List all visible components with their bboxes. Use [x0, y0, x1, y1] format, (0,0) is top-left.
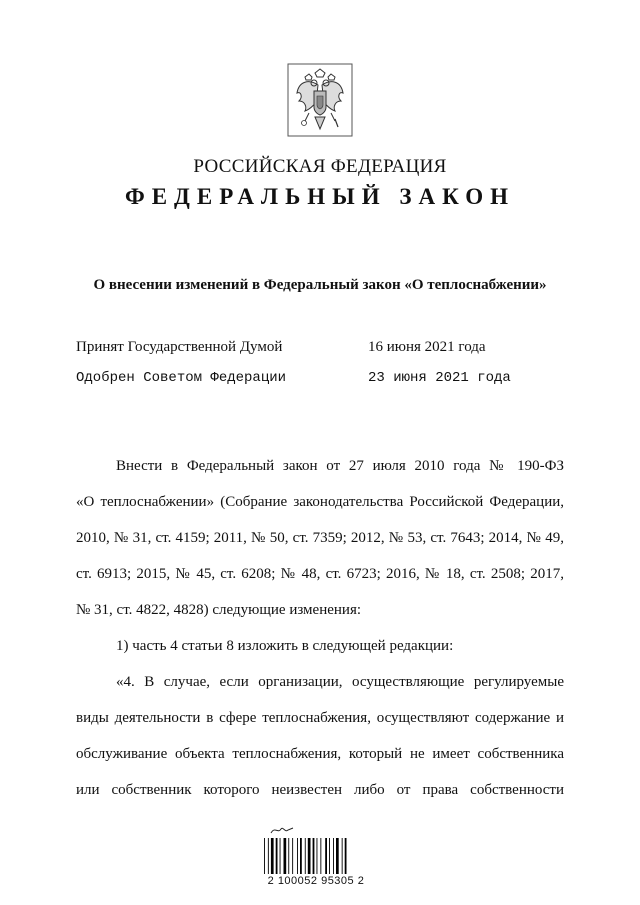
council-approval-date: 23 июня 2021 года — [368, 370, 511, 386]
duma-adoption-date: 16 июня 2021 года — [368, 339, 486, 355]
barcode-bars — [258, 838, 374, 876]
duma-adoption-label: Принят Государственной Думой — [76, 339, 283, 355]
body-line: 1) часть 4 статьи 8 изложить в следующей редакции: — [116, 638, 454, 654]
body-line: № 31, ст. 4822, 4828) следующие изменения: — [76, 602, 362, 618]
body-line: 2010, № 31, ст. 4159; 2011, № 50, ст. 7359; 2012, № 53, ст. 7643; 2014, № 49, — [76, 530, 564, 546]
document-type: ФЕДЕРАЛЬНЫЙ ЗАКОН — [124, 184, 516, 209]
body-line: Внести в Федеральный закон от 27 июля 2010 года № 190-ФЗ — [116, 458, 564, 474]
body-line: ст. 6913; 2015, № 45, ст. 6208; № 48, ст. 6723; 2016, № 18, ст. 2508; 2017, — [76, 566, 564, 582]
body-line: виды деятельности в сфере теплоснабжения, осуществляют содержание и — [76, 710, 564, 726]
document-barcode — [258, 824, 374, 890]
law-title: О внесении изменений в Федеральный закон «О теплоснабжении» — [93, 277, 547, 293]
handwritten-mark — [270, 824, 294, 836]
body-line: «4. В случае, если организации, осуществляющие регулируемые — [116, 674, 564, 690]
body-line: обслуживание объекта теплоснабжения, который не имеет собственника — [76, 746, 564, 762]
body-line: или собственник которого неизвестен либо от права собственности — [76, 782, 564, 798]
country-name: РОССИЙСКАЯ ФЕДЕРАЦИЯ — [193, 156, 447, 177]
barcode-number: 2 100052 95305 2 — [267, 875, 365, 887]
council-approval-label: Одобрен Советом Федерации — [76, 370, 287, 386]
body-line: «О теплоснабжении» (Собрание законодательства Российской Федерации, — [76, 494, 564, 510]
coat-of-arms-emblem — [287, 63, 353, 137]
